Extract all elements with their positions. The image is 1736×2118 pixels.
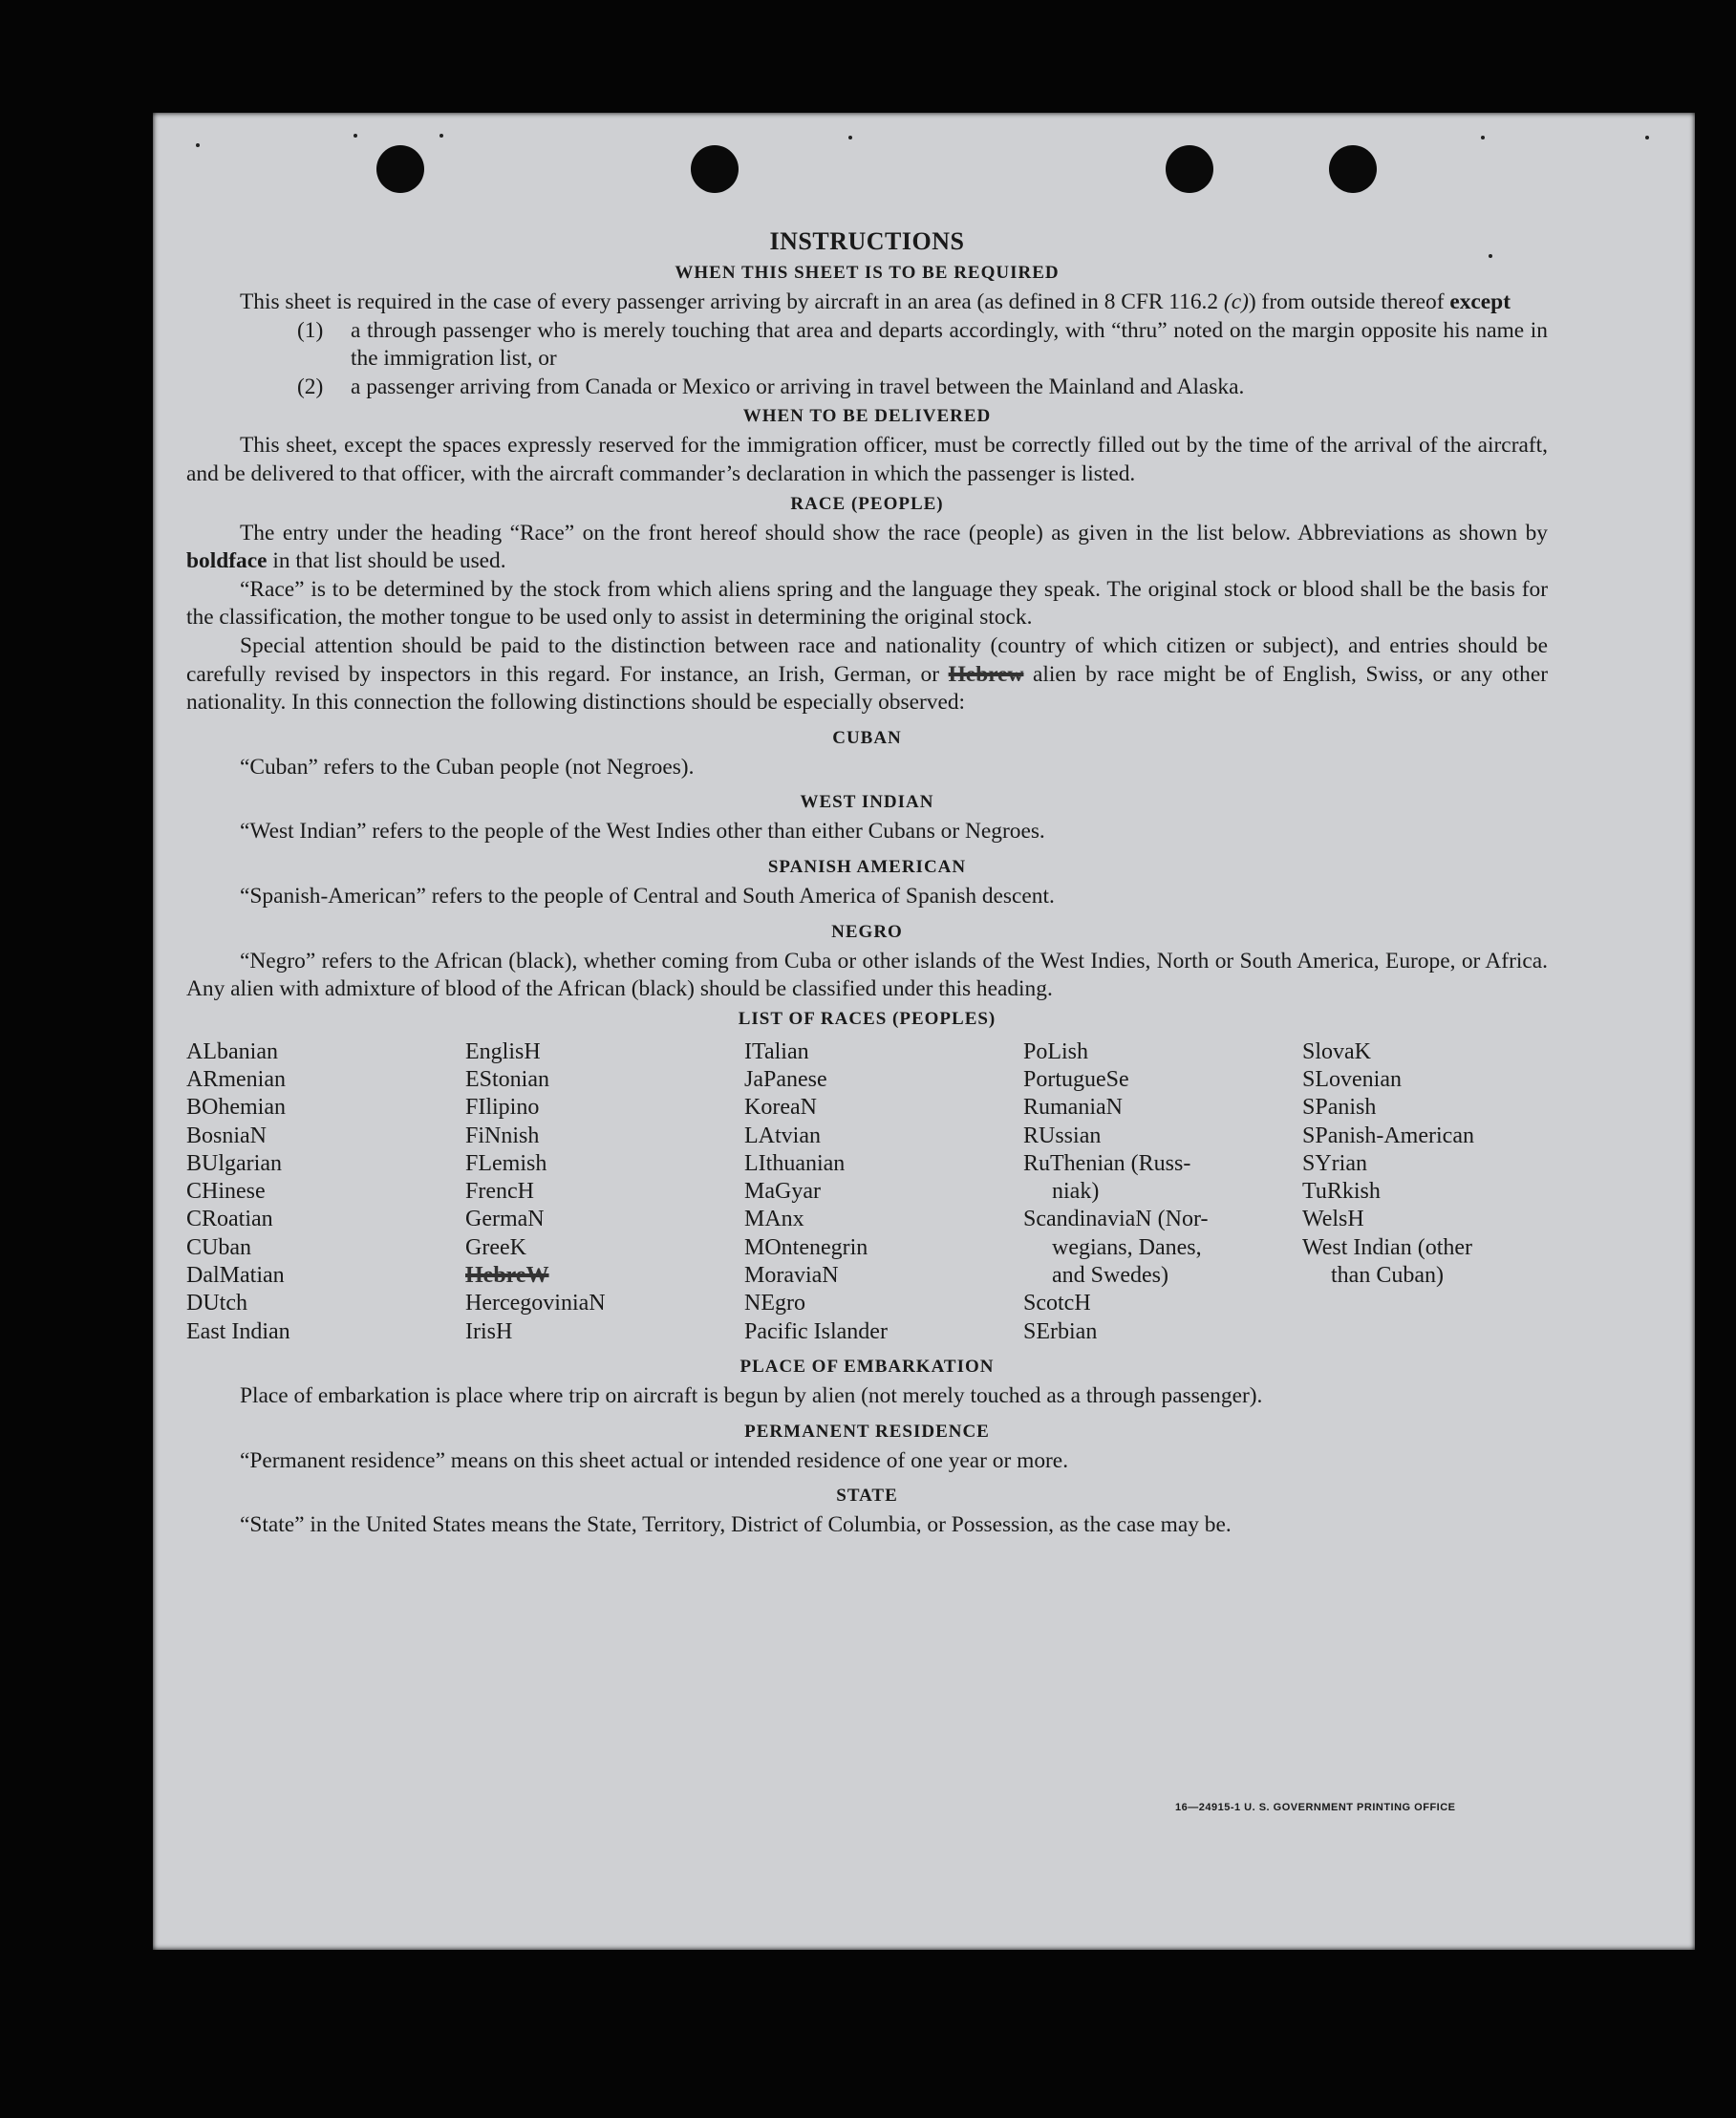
race-entry: ALbanian: [186, 1038, 278, 1064]
instructions-body: [186, 225, 1548, 1540]
race-entry: ScotcH: [1023, 1291, 1091, 1316]
race-entry: ITalian: [744, 1038, 809, 1064]
when-required-intro: This sheet is required in the case of every passenger arriving by aircraft in an area (as defined in 8 CFR 116.2 (c)) from outside thereof except: [240, 289, 1511, 314]
race-entry: CHinese: [186, 1179, 266, 1205]
race-entry: DalMatian: [186, 1263, 285, 1289]
race-entry: SPanish-American: [1302, 1123, 1474, 1148]
race-list: [186, 1038, 1548, 1346]
race-column-5: [1302, 1038, 1548, 1346]
section-heading-when-delivered: WHEN TO BE DELIVERED: [742, 406, 992, 427]
race-entry: BosniaN: [186, 1123, 267, 1148]
race-entry: PortugueSe: [1023, 1066, 1129, 1092]
page-title: INSTRUCTIONS: [769, 227, 965, 255]
section-heading-list-of-races: LIST OF RACES (PEOPLES): [738, 1008, 997, 1029]
race-entry: SErbian: [1023, 1318, 1098, 1344]
race-entry: RuThenian (Russ-: [1023, 1150, 1191, 1176]
section-heading-cuban: CUBAN: [832, 727, 902, 748]
race-entry: FrencH: [465, 1179, 534, 1205]
race-entry: KoreaN: [744, 1095, 817, 1121]
race-entry: EnglisH: [465, 1038, 541, 1064]
race-entry: DUtch: [186, 1291, 247, 1316]
west-indian-text: “West Indian” refers to the people of the West Indies other than either Cubans or Negroes.: [240, 819, 1045, 845]
punch-hole: [1329, 145, 1377, 193]
race-entry: LAtvian: [744, 1123, 821, 1148]
race-entry: CRoatian: [186, 1207, 273, 1232]
race-entry: FIlipino: [465, 1095, 540, 1121]
race-entry: GreeK: [465, 1234, 526, 1260]
race-entry: East Indian: [186, 1318, 290, 1344]
race-entry: RumaniaN: [1023, 1095, 1123, 1121]
exception-item-2: (2) a passenger arriving from Canada or Mexico or arriving in travel between the Mainland and Alaska.: [297, 374, 1245, 399]
race-entry: and Swedes): [1052, 1263, 1168, 1289]
race-entry: TuRkish: [1302, 1179, 1381, 1205]
section-heading-west-indian: WEST INDIAN: [800, 792, 934, 813]
race-column-4: [1023, 1038, 1302, 1346]
race-entry: NEgro: [744, 1291, 805, 1316]
section-heading-state: STATE: [836, 1486, 898, 1507]
race-column-1: [186, 1038, 465, 1346]
race-entry: FLemish: [465, 1150, 547, 1176]
race-entry: SPanish: [1302, 1095, 1377, 1121]
race-entry: SLovenian: [1302, 1066, 1402, 1092]
race-paragraph-1: The entry under the heading “Race” on the front hereof should show the race (people) as given in the list below. Abbreviations as shown by boldface in that list should be used.: [186, 520, 1548, 574]
race-entry: West Indian (other: [1302, 1234, 1473, 1260]
race-entry: niak): [1052, 1179, 1100, 1205]
race-entry: ScandinaviaN (Nor-: [1023, 1207, 1209, 1232]
race-entry: MAnx: [744, 1207, 804, 1232]
punch-hole: [691, 145, 739, 193]
struck-word: Hebrew: [948, 661, 1024, 687]
exception-item-1: (1) a through passenger who is merely touching that area and departs accordingly, with “thru” noted on the margin opposite his name in the immigration list, or: [297, 317, 1548, 372]
race-entry: WelsH: [1302, 1207, 1364, 1232]
race-entry: SYrian: [1302, 1150, 1367, 1176]
race-entry: FiNnish: [465, 1123, 540, 1148]
when-delivered-text: This sheet, except the spaces expressly reserved for the immigration officer, must be correctly filled out by the time of the arrival of the aircraft, and be delivered to that officer, with the aircraft commander’s declaration in which the passenger is listed.: [186, 433, 1548, 486]
section-heading-embarkation: PLACE OF EMBARKATION: [739, 1356, 995, 1377]
section-heading-spanish-american: SPANISH AMERICAN: [767, 856, 967, 877]
race-entry: HebreW: [465, 1263, 549, 1289]
race-entry: BUlgarian: [186, 1150, 282, 1176]
race-entry: IrisH: [465, 1318, 513, 1344]
section-heading-permanent-residence: PERMANENT RESIDENCE: [744, 1421, 990, 1442]
race-entry: MOntenegrin: [744, 1234, 868, 1260]
race-entry: than Cuban): [1331, 1263, 1444, 1289]
race-entry: LIthuanian: [744, 1150, 846, 1176]
race-entry: EStonian: [465, 1066, 549, 1092]
cuban-text: “Cuban” refers to the Cuban people (not Negroes).: [240, 754, 695, 780]
race-entry: wegians, Danes,: [1052, 1234, 1202, 1260]
race-entry: GermaN: [465, 1207, 545, 1232]
race-entry: Pacific Islander: [744, 1318, 888, 1344]
section-heading-when-required: WHEN THIS SHEET IS TO BE REQUIRED: [675, 263, 1060, 283]
punch-hole: [376, 145, 424, 193]
race-entry: MaGyar: [744, 1179, 821, 1205]
race-entry: CUban: [186, 1234, 251, 1260]
race-entry: MoraviaN: [744, 1263, 839, 1289]
race-entry: HercegoviniaN: [465, 1291, 606, 1316]
race-entry: BOhemian: [186, 1095, 286, 1121]
race-entry: JaPanese: [744, 1066, 827, 1092]
embarkation-text: Place of embarkation is place where trip on aircraft is begun by alien (not merely touched as a through passenger).: [240, 1382, 1263, 1408]
race-entry: ARmenian: [186, 1066, 286, 1092]
race-paragraph-2: “Race” is to be determined by the stock from which aliens spring and the language they speak. The original stock or blood shall be the basis for the classification, the mother tongue to be used only to assist in determining the original stock.: [186, 576, 1548, 631]
race-paragraph-3: Special attention should be paid to the distinction between race and nationality (country of which citizen or subject), and entries should be carefully revised by inspectors in this regard. For instance, an Irish, German, or Hebrew alien by race might be of English, Swiss, or any other nationality. In this connection the following distinctions should be especially observed:: [186, 632, 1548, 716]
punch-hole: [1166, 145, 1213, 193]
state-text: “State” in the United States means the State, Territory, District of Columbia, or Possession, as the case may be.: [240, 1512, 1232, 1538]
race-entry: SlovaK: [1302, 1038, 1371, 1064]
race-entry: RUssian: [1023, 1123, 1102, 1148]
spanish-american-text: “Spanish-American” refers to the people of Central and South America of Spanish descent.: [240, 883, 1055, 909]
negro-text: “Negro” refers to the African (black), whether coming from Cuba or other islands of the West Indies, North or South America, Europe, or Africa. Any alien with admixture of blood of the African (black) should be classified under this heading.: [186, 948, 1548, 1002]
document-sheet: [153, 113, 1695, 1950]
section-heading-race: RACE (PEOPLE): [790, 493, 944, 514]
race-column-3: [744, 1038, 1023, 1346]
permanent-residence-text: “Permanent residence” means on this sheet actual or intended residence of one year or more.: [240, 1447, 1069, 1473]
section-heading-negro: NEGRO: [831, 921, 903, 942]
race-column-2: [465, 1038, 744, 1346]
race-entry: PoLish: [1023, 1038, 1089, 1064]
print-code: 16—24915-1 U. S. GOVERNMENT PRINTING OFFICE: [1175, 1802, 1456, 1813]
